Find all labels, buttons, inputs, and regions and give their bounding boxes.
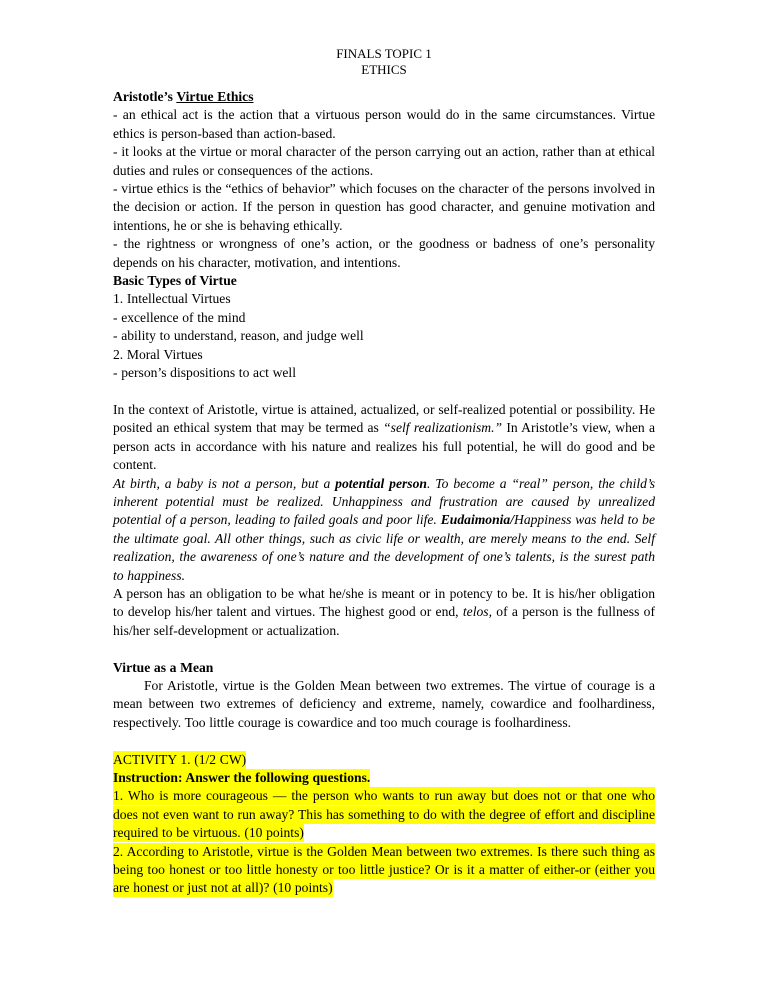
text-run: In the context of Aristotle, virtue is attained, actualized, or self-realized potential or possibility. He posited an ethical system that may be termed as bbox=[113, 401, 655, 436]
highlighted-text bbox=[113, 751, 246, 769]
paragraph bbox=[113, 290, 655, 308]
text-run: 1. Who is more courageous — the person who wants to run away but does not or that one who does not even want to run away? This has something to do with the degree of effort and discipline required to be virtuous. (10 points) bbox=[113, 788, 655, 841]
text-run: For Aristotle, virtue is the Golden Mean between two extremes. The virtue of courage is a mean between two extremes of deficiency and extreme, namely, cowardice and foolhardiness, respectively. Too little courage is cowardice and too much courage is foolhardiness. bbox=[113, 678, 655, 730]
text-run: - virtue ethics is the “ethics of behavior” which focuses on the character of the persons involved in the decision or action. If the person in question has good character, and genuine motivation and intentions, he or she is behaving ethically. bbox=[113, 181, 655, 233]
paragraph bbox=[113, 327, 655, 345]
blank-line bbox=[113, 383, 655, 401]
text-run: - the rightness or wrongness of one’s action, or the goodness or badness of one’s personality depends on his character, motivation, and intentions. bbox=[113, 236, 655, 270]
header-topic-line: FINALS TOPIC 1 bbox=[336, 46, 432, 61]
highlighted-text bbox=[113, 843, 655, 898]
paragraph bbox=[113, 475, 655, 585]
blank-line bbox=[113, 640, 655, 658]
text-run: 2. Moral Virtues bbox=[113, 346, 203, 362]
paragraph bbox=[113, 364, 655, 382]
paragraph bbox=[113, 309, 655, 327]
document-body bbox=[113, 88, 655, 898]
paragraph bbox=[113, 787, 655, 842]
text-run: 1. Intellectual Virtues bbox=[113, 291, 231, 307]
text-run: - excellence of the mind bbox=[113, 309, 246, 325]
blank-line bbox=[113, 732, 655, 750]
text-run: Aristotle’s bbox=[113, 89, 177, 104]
paragraph bbox=[113, 180, 655, 235]
text-run: - it looks at the virtue or moral character of the person carrying out an action, rather than at ethical duties and rules or consequences of the actions. bbox=[113, 144, 655, 178]
highlighted-text bbox=[113, 787, 655, 842]
text-run: Virtue Ethics bbox=[176, 89, 254, 104]
text-run: A person has an obligation to be what he/she is meant or in potency to be. It is his/her obligation to develop his/her talent and virtues. The highest good or end, bbox=[113, 585, 655, 620]
text-run: At birth, a baby is not a person, but a bbox=[113, 475, 336, 491]
header-subject-line: ETHICS bbox=[361, 61, 407, 77]
paragraph bbox=[113, 143, 655, 180]
text-run: Basic Types of Virtue bbox=[113, 273, 237, 289]
text-run: Virtue as a Mean bbox=[113, 659, 214, 675]
paragraph bbox=[113, 751, 655, 769]
paragraph bbox=[113, 88, 655, 106]
document-content bbox=[113, 46, 655, 898]
paragraph bbox=[113, 769, 655, 787]
text-run: Instruction: Answer the following questions. bbox=[113, 770, 371, 786]
text-run: - an ethical act is the action that a virtuous person would do in the same circumstances. Virtue ethics is person-based than action-based. bbox=[113, 107, 655, 141]
paragraph bbox=[113, 659, 655, 677]
paragraph bbox=[113, 677, 655, 732]
text-run: telos, bbox=[462, 604, 492, 620]
text-run: ACTIVITY 1. (1/2 CW) bbox=[113, 751, 247, 767]
text-run: - person’s dispositions to act well bbox=[113, 365, 296, 381]
paragraph bbox=[113, 346, 655, 364]
paragraph bbox=[113, 585, 655, 640]
text-run: Eudaimonia/ bbox=[440, 512, 514, 528]
paragraph bbox=[113, 272, 655, 290]
text-run: potential person bbox=[335, 475, 427, 491]
paragraph bbox=[113, 401, 655, 475]
paragraph bbox=[113, 106, 655, 143]
highlighted-text bbox=[113, 769, 370, 787]
text-run: . To become a “real” person, the child’s inherent potential must be realized. Unhappiness and frustration are caused by unrealized potential of a person, leading to failed goals and poor life. bbox=[113, 475, 656, 528]
text-run: - ability to understand, reason, and judge well bbox=[113, 328, 364, 344]
text-run: Happiness was held to be the ultimate goal. All other things, such as civic life or wealth, are merely means to the end. Self realization, the awareness of one’s nature and the development of one’s talents, is the surest path to happiness. bbox=[113, 512, 655, 583]
text-run: of a person is the fullness of his/her self-development or actualization. bbox=[113, 604, 656, 638]
paragraph bbox=[113, 235, 655, 272]
text-run: 2. According to Aristotle, virtue is the Golden Mean between two extremes. Is there such thing as being too honest or too little honesty or too little justice? Or is it a matter of either-or (either you are honest or just not at all)? (10 points) bbox=[113, 843, 655, 896]
text-run: “self realizationism.” bbox=[383, 420, 503, 436]
paragraph bbox=[113, 843, 655, 898]
document-header bbox=[113, 46, 655, 77]
text-run: In Aristotle’s view, when a person acts in accordance with his nature and realizes his full potential, he will do good and be content. bbox=[113, 420, 656, 473]
